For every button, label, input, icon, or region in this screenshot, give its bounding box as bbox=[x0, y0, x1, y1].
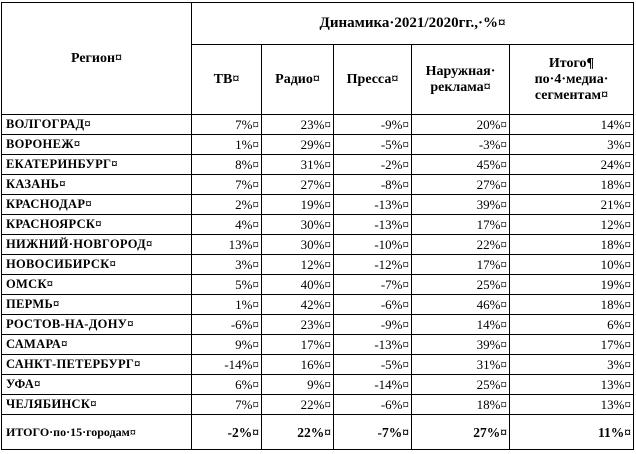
table-row bbox=[2, 295, 634, 315]
region-cell: ВОРОНЕЖ¤ bbox=[2, 135, 192, 155]
tv-cell: 7%¤ bbox=[192, 175, 262, 195]
total-segments-cell: 24%¤ bbox=[510, 155, 634, 175]
press-cell: -6%¤ bbox=[334, 395, 412, 415]
table-row bbox=[2, 375, 634, 395]
outdoor-cell: 14%¤ bbox=[412, 315, 510, 335]
radio-cell: 29%¤ bbox=[262, 135, 334, 155]
radio-cell: 30%¤ bbox=[262, 215, 334, 235]
region-cell: КРАСНОДАР¤ bbox=[2, 195, 192, 215]
press-header: Пресса¤ bbox=[334, 45, 412, 115]
outdoor-cell: 25%¤ bbox=[412, 275, 510, 295]
total-segments-header: Итого¶ по·4·медиа· сегментам¤ bbox=[510, 45, 634, 115]
total-segments-cell: 11%¤ bbox=[510, 415, 634, 450]
tv-header: ТВ¤ bbox=[192, 45, 262, 115]
table-row bbox=[2, 315, 634, 335]
radio-cell: 9%¤ bbox=[262, 375, 334, 395]
tv-cell: 13%¤ bbox=[192, 235, 262, 255]
total-segments-cell: 3%¤ bbox=[510, 355, 634, 375]
tv-cell: -2%¤ bbox=[192, 415, 262, 450]
region-header: Регион¤ bbox=[2, 3, 192, 115]
outdoor-cell: 39%¤ bbox=[412, 335, 510, 355]
radio-cell: 40%¤ bbox=[262, 275, 334, 295]
outdoor-cell: 27%¤ bbox=[412, 175, 510, 195]
table-row bbox=[2, 115, 634, 135]
press-cell: -9%¤ bbox=[334, 315, 412, 335]
radio-cell: 23%¤ bbox=[262, 115, 334, 135]
outdoor-cell: 22%¤ bbox=[412, 235, 510, 255]
tv-cell: -14%¤ bbox=[192, 355, 262, 375]
region-cell: САНКТ-ПЕТЕРБУРГ¤ bbox=[2, 355, 192, 375]
document-page bbox=[1, 2, 633, 449]
tv-cell: 1%¤ bbox=[192, 295, 262, 315]
radio-cell: 19%¤ bbox=[262, 195, 334, 215]
tv-cell: 4%¤ bbox=[192, 215, 262, 235]
press-cell: -10%¤ bbox=[334, 235, 412, 255]
radio-cell: 22%¤ bbox=[262, 415, 334, 450]
tv-cell: 2%¤ bbox=[192, 195, 262, 215]
radio-header: Радио¤ bbox=[262, 45, 334, 115]
outdoor-cell: 45%¤ bbox=[412, 155, 510, 175]
press-cell: -2%¤ bbox=[334, 155, 412, 175]
total-segments-cell: 13%¤ bbox=[510, 395, 634, 415]
press-cell: -6%¤ bbox=[334, 295, 412, 315]
table-row bbox=[2, 335, 634, 355]
region-cell: ОМСК¤ bbox=[2, 275, 192, 295]
press-cell: -7%¤ bbox=[334, 275, 412, 295]
total-segments-cell: 18%¤ bbox=[510, 235, 634, 255]
region-cell: НИЖНИЙ·НОВГОРОД¤ bbox=[2, 235, 192, 255]
press-cell: -5%¤ bbox=[334, 355, 412, 375]
total-segments-cell: 14%¤ bbox=[510, 115, 634, 135]
press-cell: -7%¤ bbox=[334, 415, 412, 450]
outdoor-cell: 17%¤ bbox=[412, 215, 510, 235]
table-body bbox=[2, 115, 634, 450]
press-cell: -12%¤ bbox=[334, 255, 412, 275]
radio-cell: 42%¤ bbox=[262, 295, 334, 315]
dynamics-header: Динамика·2021/2020гг.,·%¤ bbox=[192, 3, 634, 45]
region-cell: НОВОСИБИРСК¤ bbox=[2, 255, 192, 275]
outdoor-cell: 46%¤ bbox=[412, 295, 510, 315]
total-segments-cell: 19%¤ bbox=[510, 275, 634, 295]
region-cell: САМАРА¤ bbox=[2, 335, 192, 355]
radio-cell: 16%¤ bbox=[262, 355, 334, 375]
outdoor-cell: 17%¤ bbox=[412, 255, 510, 275]
table-row bbox=[2, 355, 634, 375]
tv-cell: 7%¤ bbox=[192, 115, 262, 135]
total-segments-cell: 18%¤ bbox=[510, 295, 634, 315]
region-cell: РОСТОВ-НА-ДОНУ¤ bbox=[2, 315, 192, 335]
radio-cell: 30%¤ bbox=[262, 235, 334, 255]
region-cell: ЧЕЛЯБИНСК¤ bbox=[2, 395, 192, 415]
region-cell: ИТОГО·по·15·городам¤ bbox=[2, 415, 192, 450]
outdoor-cell: 27%¤ bbox=[412, 415, 510, 450]
radio-cell: 17%¤ bbox=[262, 335, 334, 355]
region-cell: ПЕРМЬ¤ bbox=[2, 295, 192, 315]
press-cell: -5%¤ bbox=[334, 135, 412, 155]
table-row bbox=[2, 255, 634, 275]
total-segments-cell: 21%¤ bbox=[510, 195, 634, 215]
outdoor-cell: 20%¤ bbox=[412, 115, 510, 135]
outdoor-cell: 18%¤ bbox=[412, 395, 510, 415]
radio-cell: 22%¤ bbox=[262, 395, 334, 415]
tv-cell: -6%¤ bbox=[192, 315, 262, 335]
total-segments-cell: 3%¤ bbox=[510, 135, 634, 155]
press-cell: -14%¤ bbox=[334, 375, 412, 395]
radio-cell: 23%¤ bbox=[262, 315, 334, 335]
total-segments-cell: 12%¤ bbox=[510, 215, 634, 235]
table-row bbox=[2, 215, 634, 235]
tv-cell: 1%¤ bbox=[192, 135, 262, 155]
total-segments-cell: 10%¤ bbox=[510, 255, 634, 275]
total-row bbox=[2, 415, 634, 450]
press-cell: -13%¤ bbox=[334, 195, 412, 215]
radio-cell: 27%¤ bbox=[262, 175, 334, 195]
outdoor-cell: 25%¤ bbox=[412, 375, 510, 395]
press-cell: -13%¤ bbox=[334, 215, 412, 235]
outdoor-cell: 31%¤ bbox=[412, 355, 510, 375]
total-segments-cell: 17%¤ bbox=[510, 335, 634, 355]
press-cell: -13%¤ bbox=[334, 335, 412, 355]
table-row bbox=[2, 235, 634, 255]
total-segments-cell: 13%¤ bbox=[510, 375, 634, 395]
outdoor-cell: -3%¤ bbox=[412, 135, 510, 155]
total-segments-cell: 6%¤ bbox=[510, 315, 634, 335]
dynamics-table bbox=[1, 2, 634, 450]
outdoor-header: Наружная· реклама¤ bbox=[412, 45, 510, 115]
table-row bbox=[2, 135, 634, 155]
table-row bbox=[2, 395, 634, 415]
table-row bbox=[2, 275, 634, 295]
tv-cell: 7%¤ bbox=[192, 395, 262, 415]
region-cell: КАЗАНЬ¤ bbox=[2, 175, 192, 195]
table-row bbox=[2, 195, 634, 215]
total-segments-cell: 18%¤ bbox=[510, 175, 634, 195]
tv-cell: 5%¤ bbox=[192, 275, 262, 295]
radio-cell: 12%¤ bbox=[262, 255, 334, 275]
table-row bbox=[2, 175, 634, 195]
tv-cell: 3%¤ bbox=[192, 255, 262, 275]
tv-cell: 6%¤ bbox=[192, 375, 262, 395]
region-cell: УФА¤ bbox=[2, 375, 192, 395]
radio-cell: 31%¤ bbox=[262, 155, 334, 175]
table-row bbox=[2, 155, 634, 175]
outdoor-cell: 39%¤ bbox=[412, 195, 510, 215]
region-cell: ЕКАТЕРИНБУРГ¤ bbox=[2, 155, 192, 175]
tv-cell: 9%¤ bbox=[192, 335, 262, 355]
region-cell: КРАСНОЯРСК¤ bbox=[2, 215, 192, 235]
press-cell: -9%¤ bbox=[334, 115, 412, 135]
tv-cell: 8%¤ bbox=[192, 155, 262, 175]
region-cell: ВОЛГОГРАД¤ bbox=[2, 115, 192, 135]
press-cell: -8%¤ bbox=[334, 175, 412, 195]
